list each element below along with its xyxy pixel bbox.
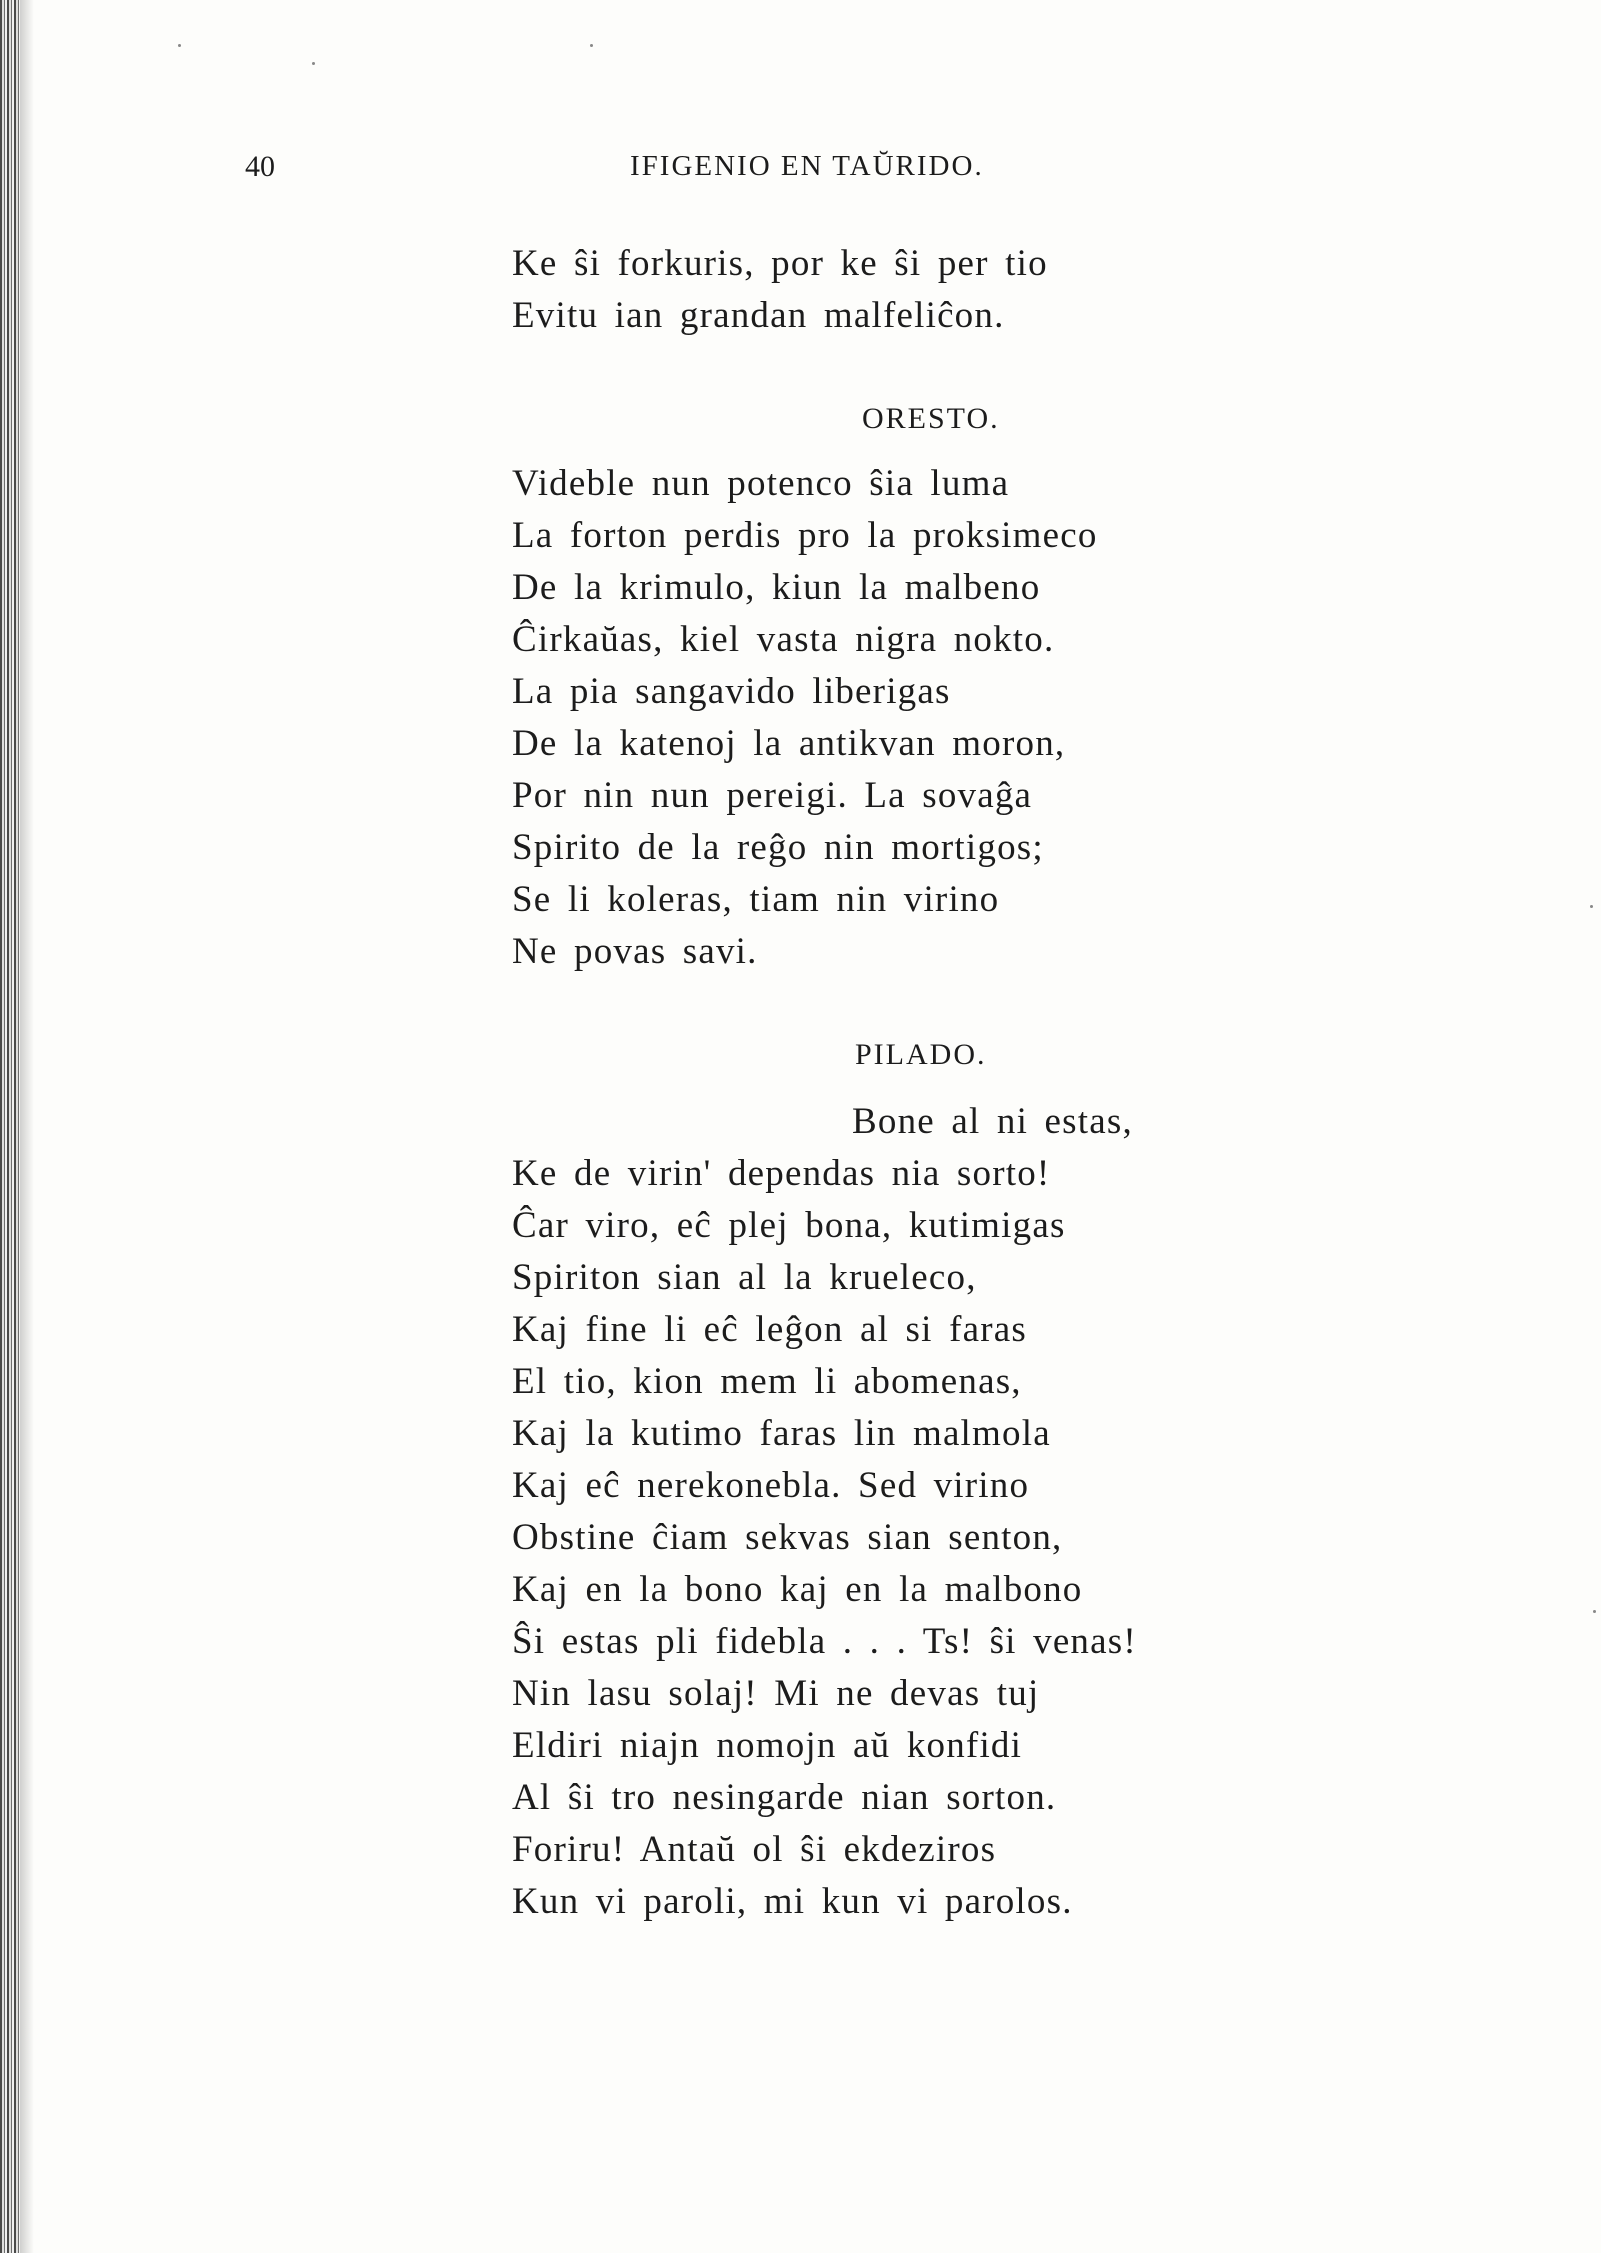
- verse-block-oresto: [512, 458, 1098, 978]
- paper-speck: [1593, 1610, 1596, 1613]
- paper-speck: [178, 44, 181, 47]
- verse-line: Obstine ĉiam sekvas sian senton,: [512, 1517, 1063, 1558]
- verse-line: Ne povas savi.: [512, 931, 758, 972]
- verse-line: Ke de virin' dependas nia sorto!: [512, 1153, 1051, 1194]
- speaker-heading-oresto: ORESTO.: [862, 402, 1000, 435]
- gutter-shadow: [20, 0, 34, 2253]
- verse-block-intro: [512, 238, 1048, 342]
- verse-line: Bone al ni estas,: [852, 1101, 1133, 1142]
- speaker-heading-pilado: PILADO.: [855, 1038, 987, 1071]
- verse-line: Se li koleras, tiam nin virino: [512, 879, 1000, 920]
- verse-line: Ŝi estas pli fidebla . . . Ts! ŝi venas!: [512, 1621, 1137, 1662]
- verse-line: De la krimulo, kiun la malbeno: [512, 567, 1041, 608]
- verse-line: Videble nun potenco ŝia luma: [512, 463, 1010, 504]
- verse-line: Evitu ian grandan malfeliĉon.: [512, 295, 1005, 336]
- verse-line: Por nin nun pereigi. La sovaĝa: [512, 775, 1033, 816]
- verse-line: Nin lasu solaj! Mi ne devas tuj: [512, 1673, 1040, 1714]
- book-binding-edge: [0, 0, 20, 2253]
- verse-line: De la katenoj la antikvan moron,: [512, 723, 1066, 764]
- verse-line: Ke ŝi forkuris, por ke ŝi per tio: [512, 243, 1048, 284]
- verse-line: Eldiri niajn nomojn aŭ konfidi: [512, 1725, 1023, 1766]
- page-number: 40: [245, 150, 275, 183]
- verse-line: Kaj fine li eĉ leĝon al si faras: [512, 1309, 1027, 1350]
- paper-speck: [312, 62, 315, 65]
- paper-speck: [1590, 905, 1593, 908]
- running-head: [0, 150, 1601, 194]
- verse-line: El tio, kion mem li abomenas,: [512, 1361, 1022, 1402]
- verse-line: La pia sangavido liberigas: [512, 671, 951, 712]
- verse-line: Spiriton sian al la krueleco,: [512, 1257, 977, 1298]
- verse-line: Foriru! Antaŭ ol ŝi ekdeziros: [512, 1829, 997, 1870]
- paper-speck: [590, 44, 593, 47]
- verse-line: Kaj en la bono kaj en la malbono: [512, 1569, 1083, 1610]
- verse-line: Kun vi paroli, mi kun vi parolos.: [512, 1881, 1073, 1922]
- verse-line: Ĉar viro, eĉ plej bona, kutimigas: [512, 1205, 1066, 1246]
- verse-line: Al ŝi tro nesingarde nian sorton.: [512, 1777, 1057, 1818]
- verse-block-pilado: [512, 1096, 1137, 1928]
- verse-line: Ĉirkaŭas, kiel vasta nigra nokto.: [512, 619, 1055, 660]
- verse-line: Spirito de la reĝo nin mortigos;: [512, 827, 1044, 868]
- verse-line: Kaj eĉ nerekonebla. Sed virino: [512, 1465, 1030, 1506]
- verse-line: La forton perdis pro la proksimeco: [512, 515, 1098, 556]
- verse-line: Kaj la kutimo faras lin malmola: [512, 1413, 1051, 1454]
- running-title: IFIGENIO EN TAŬRIDO.: [630, 150, 984, 182]
